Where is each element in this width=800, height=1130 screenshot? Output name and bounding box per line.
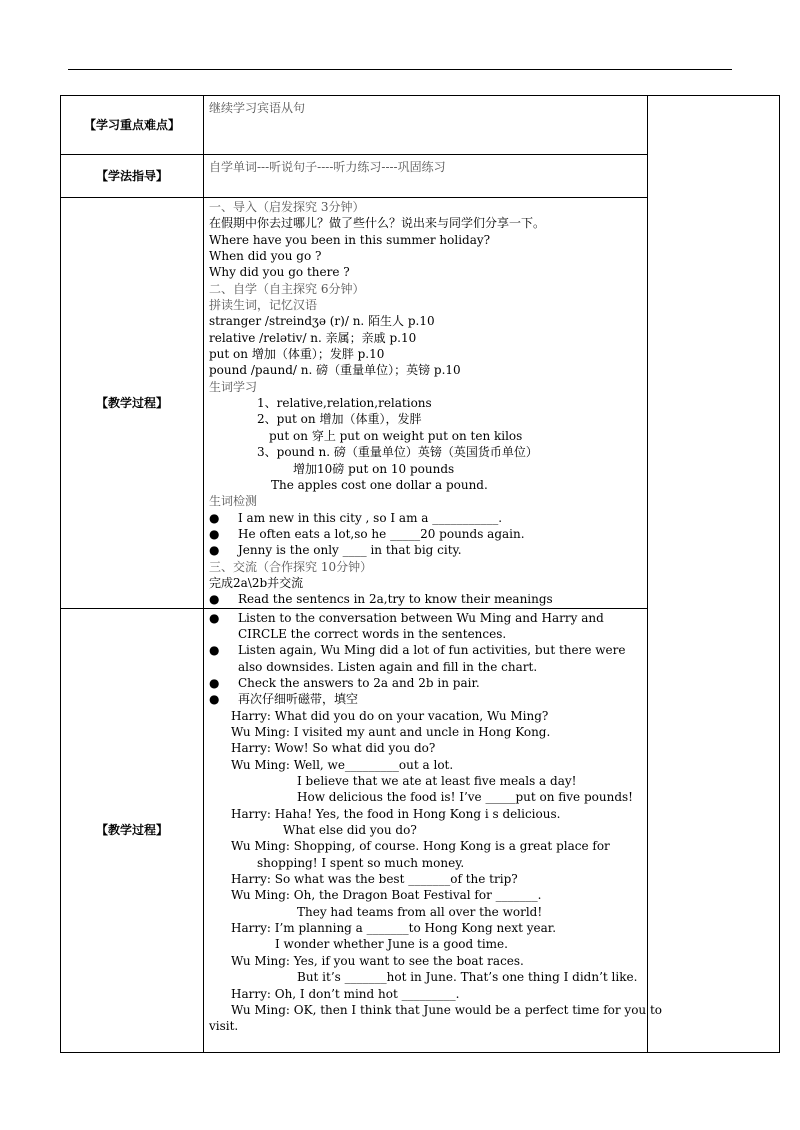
content-method (204, 155, 648, 198)
dialogue-line: What else did you do? (283, 823, 417, 838)
dialogue-line: visit. (209, 1019, 239, 1034)
dialogue-line: Wu Ming: Well, we_________out a lot. (231, 757, 454, 772)
bullet-icon: ● (209, 526, 220, 541)
bullet-icon: ● (209, 510, 220, 525)
bullet-icon: ● (209, 643, 220, 658)
text-line: put on 穿上 put on weight put on ten kilos (269, 428, 523, 443)
list-item: ● Listen again, Wu Ming did a lot of fun activities, but there were also downsides. Listen again and fill in the chart. (209, 643, 626, 674)
dialogue-line: Wu Ming: Oh, the Dragon Boat Festival for _______. (231, 888, 542, 903)
dialogue-line: Harry: Wow! So what did you do? (231, 741, 436, 756)
bullet-icon: ● (209, 543, 220, 558)
header-rule (68, 69, 732, 70)
list-item: ● Read the sentencs in 2a,try to know their meanings (209, 592, 553, 607)
vocab-line: stranger /streindʒə (r)/ n. 陌生人 p.10 (209, 314, 435, 329)
text-line: 在假期中你去过哪儿？做了些什么？说出来与同学们分享一下。 (209, 216, 546, 231)
text-line: 增加10磅 put on 10 pounds (293, 461, 455, 476)
section-heading: 一、导入（启发探究 3分钟） (209, 200, 365, 214)
dialogue-line: Wu Ming: Yes, if you want to see the boat races. (231, 953, 524, 968)
list-item: ● Listen to the conversation between Wu Ming and Harry and CIRCLE the correct words in the sentences. (209, 610, 604, 641)
dialogue-line: They had teams from all over the world! (297, 904, 543, 919)
dialogue-line: Wu Ming: OK, then I think that June would be a perfect time for you to (231, 1002, 663, 1017)
section-heading: 生词学习 (209, 379, 258, 394)
method-text: 自学单词---听说句子----听力练习----巩固练习 (209, 160, 446, 174)
text-line: Why did you go there ? (209, 265, 350, 280)
vocab-line: put on 增加（体重）；发胖 p.10 (209, 347, 385, 362)
notes-column (648, 96, 780, 1053)
text-line: 1、relative,relation,relations (257, 396, 432, 411)
bullet-icon: ● (209, 610, 220, 625)
section-heading: 二、自学（自主探究 6分钟） (209, 281, 365, 296)
dialogue-line: I wonder whether June is a good time. (275, 937, 508, 952)
label-focus: 【学习重点难点】 (61, 96, 204, 155)
vocab-line: pound /paund/ n. 磅（重量单位）；英镑 p.10 (209, 363, 461, 378)
dialogue-line: Harry: What did you do on your vacation, Wu Ming? (231, 708, 549, 723)
section-heading: 生词检测 (209, 494, 258, 509)
dialogue-line: Harry: So what was the best _______of the trip? (231, 872, 518, 887)
list-item: ● I am new in this city , so I am a ___________. (209, 510, 503, 525)
list-item: ● Check the answers to 2a and 2b in pair. (209, 675, 480, 690)
text-line: When did you go ? (209, 249, 322, 264)
dialogue-line: shopping! I spent so much money. (257, 855, 465, 870)
row-focus (61, 96, 780, 155)
list-item: ● He often eats a lot,so he _____20 pounds again. (209, 526, 525, 541)
label-process-1: 【教学过程】 (61, 198, 204, 609)
text-line: 拼读生词，记忆汉语 (209, 298, 318, 313)
content-focus (204, 96, 648, 155)
label-process-2: 【教学过程】 (61, 608, 204, 1052)
bullet-icon: ● (209, 675, 220, 690)
process-2-lines (204, 609, 663, 1035)
dialogue-line: Wu Ming: I visited my aunt and uncle in Hong Kong. (231, 725, 551, 739)
bullet-icon: ● (209, 692, 220, 707)
dialogue-line: Harry: Oh, I don’t mind hot _________. (231, 986, 460, 1001)
text-line: The apples cost one dollar a pound. (271, 477, 488, 492)
content-process-2 (204, 608, 663, 1052)
text-line: 2、put on 增加（体重），发胖 (257, 412, 422, 427)
dialogue-line: How delicious the food is! I’ve _____put on five pounds! (297, 790, 633, 805)
label-method: 【学法指导】 (61, 155, 204, 198)
list-item: ● Jenny is the only ____ in that big city. (209, 543, 462, 558)
dialogue-line: Harry: Haha! Yes, the food in Hong Kong i s delicious. (231, 806, 561, 821)
text-line: 3、pound n. 磅（重量单位）英镑（英国货币单位） (257, 445, 538, 460)
section-heading: 三、交流（合作探究 10分钟） (209, 559, 373, 574)
process-1-lines (204, 198, 647, 608)
list-item: ● 再次仔细听磁带，填空 (209, 692, 359, 707)
focus-text: 继续学习宾语从句 (209, 101, 306, 115)
content-process-1 (204, 198, 648, 609)
dialogue-line: But it’s _______hot in June. That’s one thing I didn’t like. (297, 970, 638, 985)
lesson-plan-table (60, 95, 780, 1053)
bullet-icon: ● (209, 592, 220, 607)
dialogue-line: Harry: I’m planning a _______to Hong Kong next year. (231, 921, 557, 936)
dialogue-line: Wu Ming: Shopping, of course. Hong Kong is a great place for (231, 839, 610, 854)
vocab-line: relative /relətiv/ n. 亲属；亲戚 p.10 (209, 330, 417, 345)
text-line: Where have you been in this summer holiday? (209, 232, 491, 247)
text-line: 完成2a\2b并交流 (209, 575, 304, 590)
dialogue-line: I believe that we ate at least five meals a day! (297, 774, 577, 789)
